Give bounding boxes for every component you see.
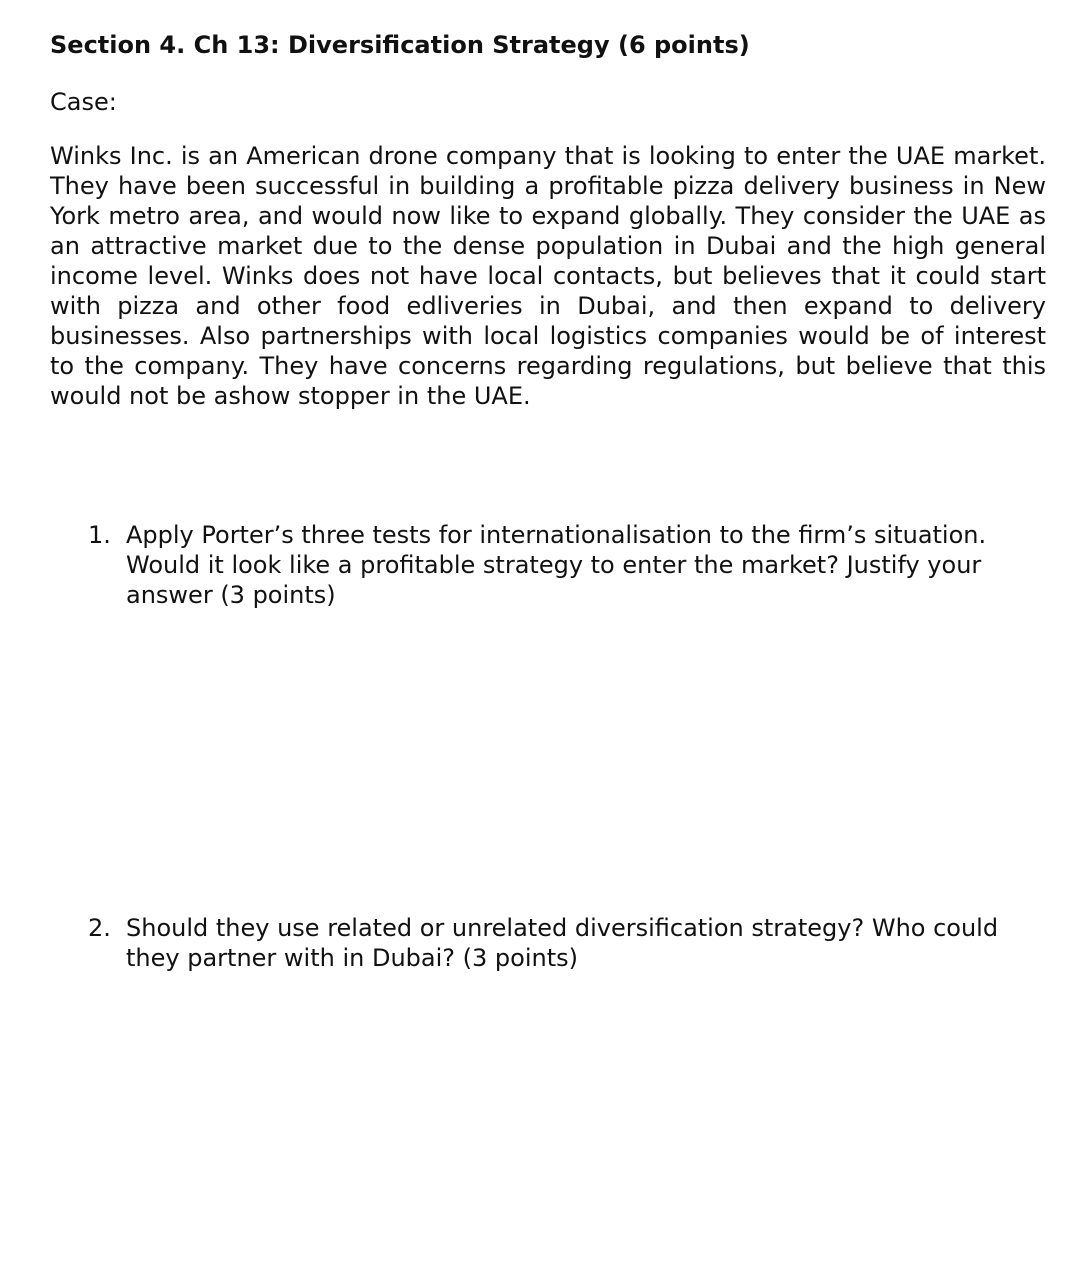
question-2-number: 2.: [88, 914, 111, 942]
case-label: Case:: [50, 88, 117, 116]
case-description: Winks Inc. is an American drone company that is looking to enter the UAE market. They have been successful in building a profitable pizza delivery business in New York metro area, and would now like to expand globally. They consider the UAE as an attractive market due to the dense population in Dubai and the high general income level. Winks does not have local contacts, but believes that it could start with pizza and other food edliveries in Dubai, and then expand to delivery businesses. Also partnerships with local logistics companies would be of interest to the company. They have concerns regarding regulations, but believe that this would not be ashow stopper in the UAE.: [50, 142, 1046, 410]
question-1: [88, 520, 1046, 610]
question-2-text: Should they use related or unrelated diversification strategy? Who could they partner with in Dubai? (3 points): [126, 914, 999, 972]
question-2: [88, 913, 1046, 973]
section-title: Section 4. Ch 13: Diversification Strategy (6 points): [50, 31, 750, 59]
question-1-text: Apply Porter’s three tests for internationalisation to the firm’s situation. Would it look like a profitable strategy to enter the market? Justify your answer (3 points): [126, 521, 987, 609]
question-1-number: 1.: [88, 521, 111, 549]
